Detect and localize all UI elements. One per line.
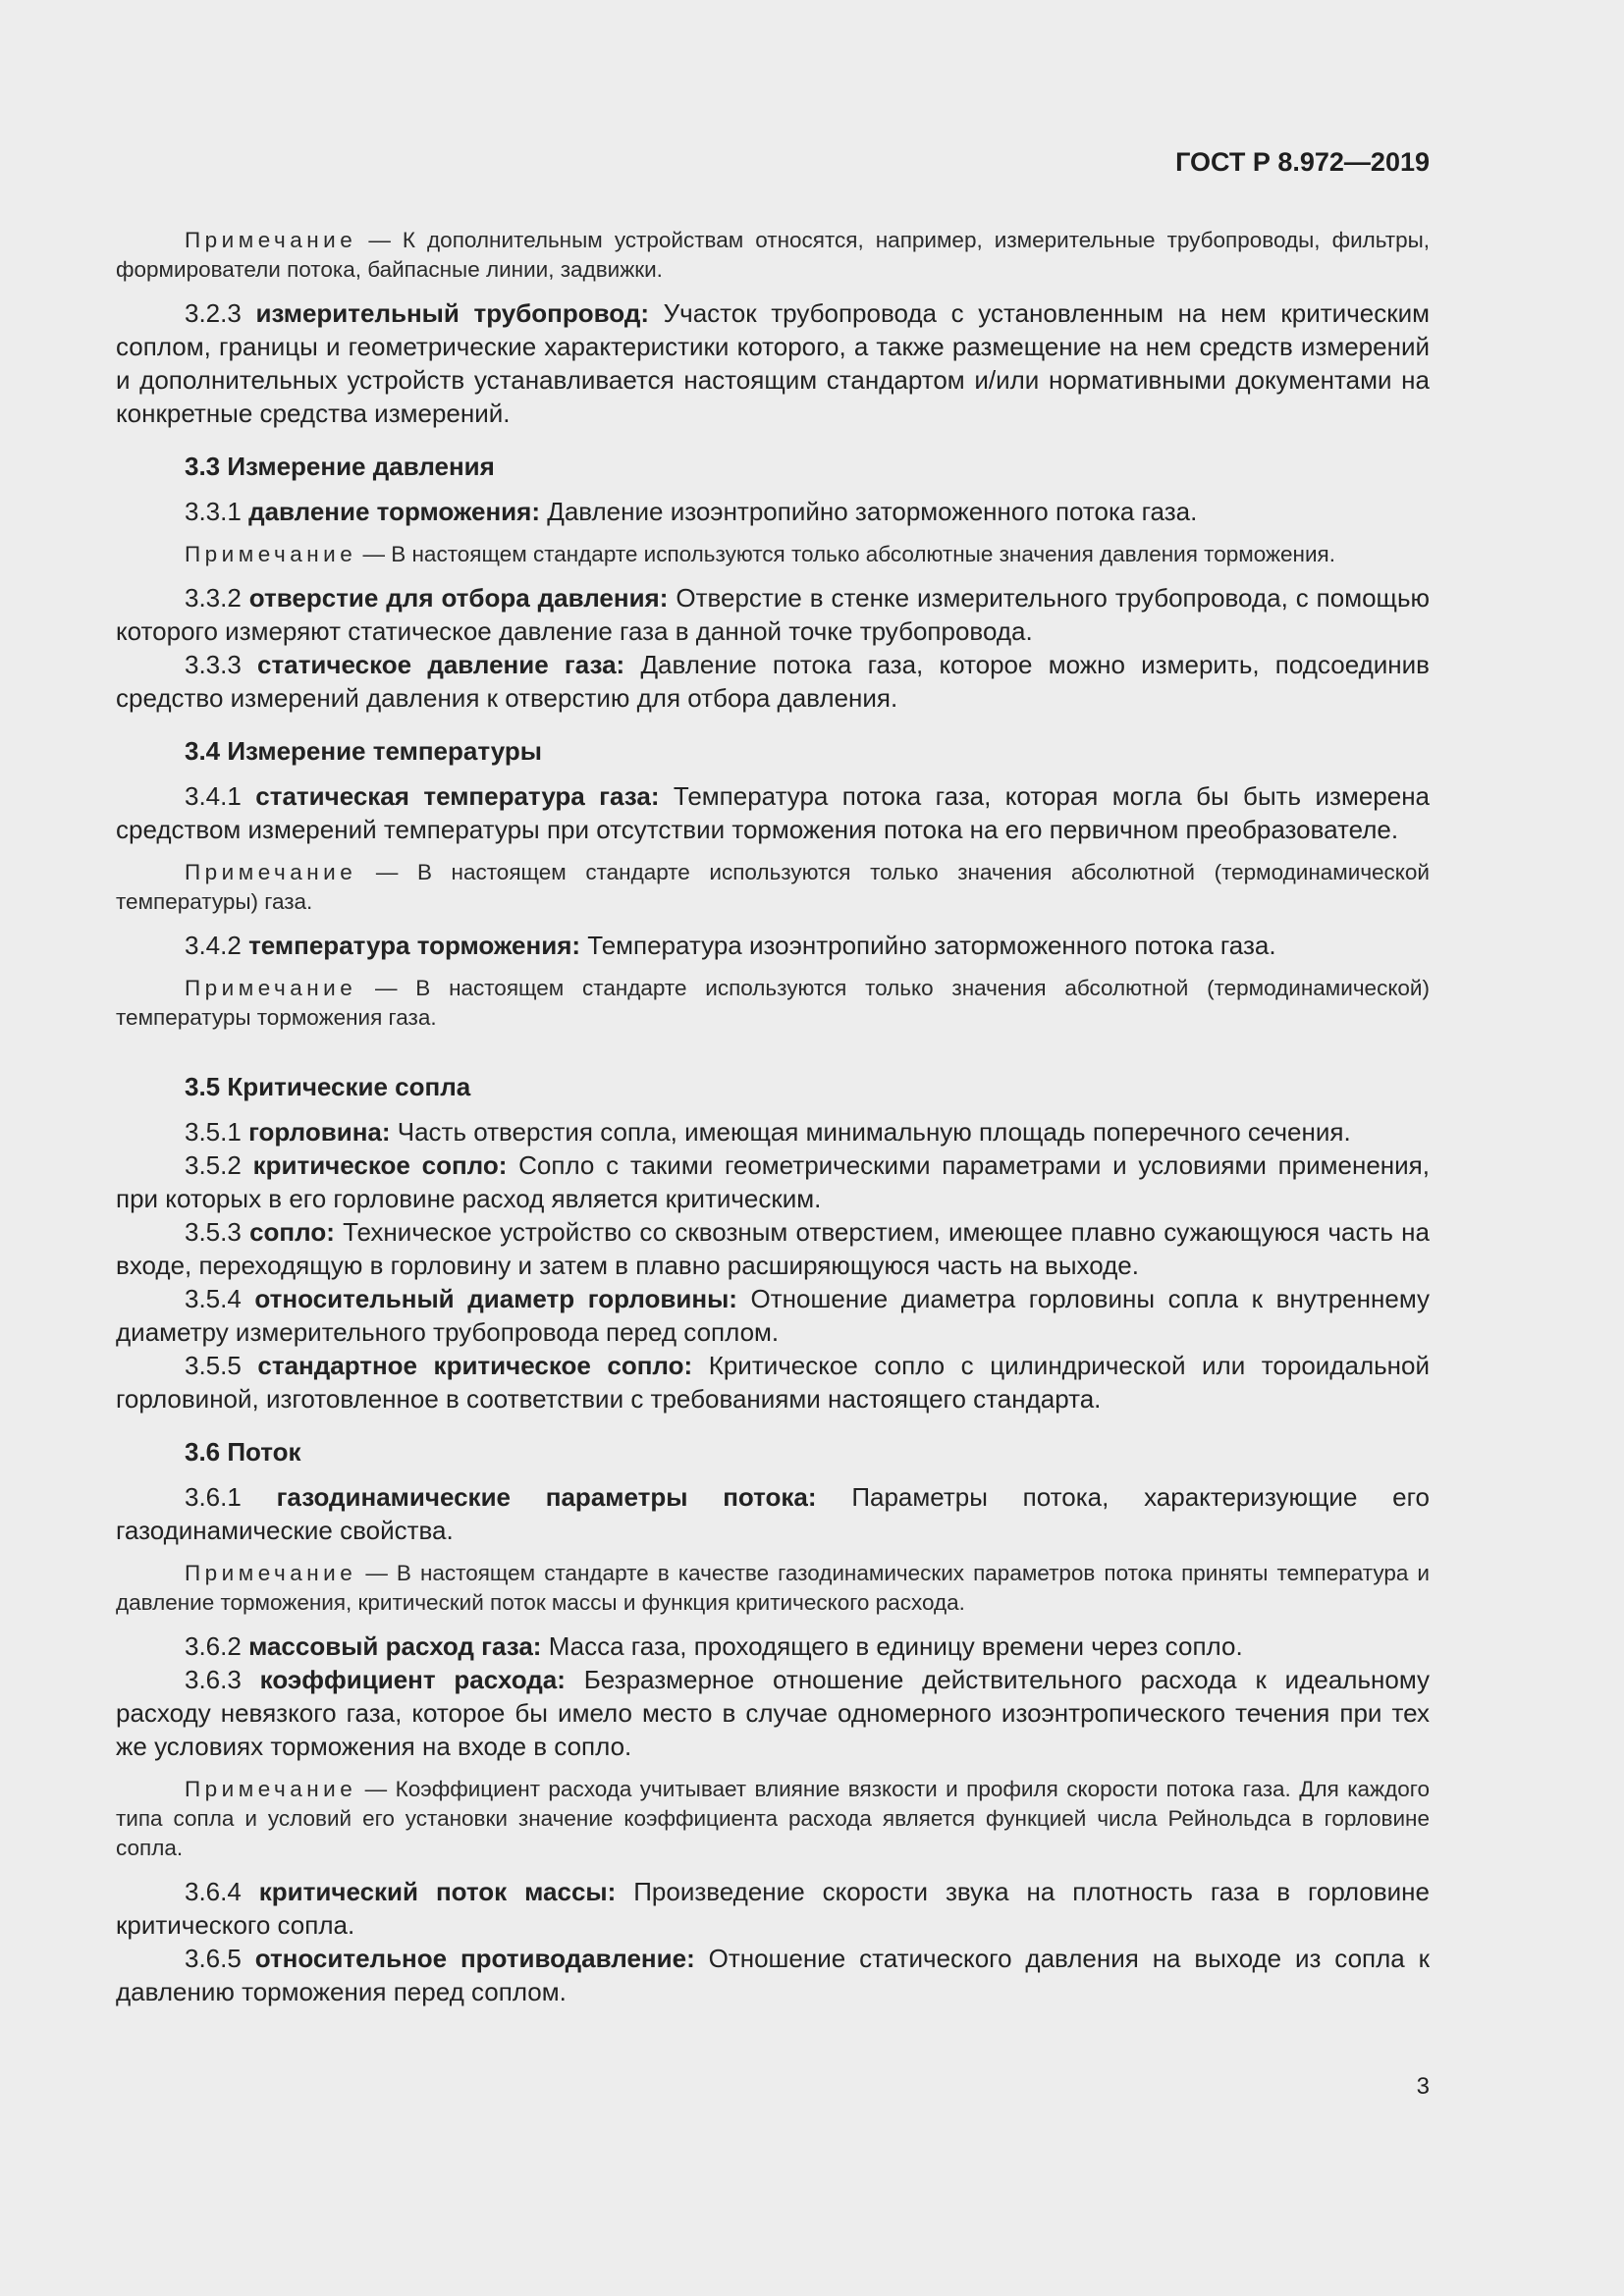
note-text: — В настоящем стандарте используются только абсолютные значения давления торможения.: [362, 542, 1335, 566]
note-devices: [116, 226, 1430, 285]
term: относительное противодавление:: [254, 1944, 695, 1973]
document-header: ГОСТ Р 8.972—2019: [1175, 147, 1430, 177]
note-discharge-coefficient: [116, 1775, 1430, 1863]
note-static-temperature: [116, 858, 1430, 917]
definition-3-6-5: [116, 1942, 1430, 2008]
note-label: Примечание: [185, 860, 357, 884]
definition-3-3-1: [116, 495, 1430, 528]
section-heading-3-4: 3.4 Измерение температуры: [185, 736, 542, 766]
clause-number: 3.6.1: [185, 1482, 242, 1512]
definition-text: Критическое сопло с цилиндрической или тороидальной горловиной, изготовленное в соответствии с требованиями настоящего стандарта.: [116, 1351, 1430, 1414]
definition-3-3-2: [116, 581, 1430, 648]
definition-text: Давление изоэнтропийно заторможенного потока газа.: [547, 497, 1198, 526]
term: температура торможения:: [248, 931, 581, 960]
clause-number: 3.2.3: [185, 298, 242, 328]
definition-3-5-5: [116, 1349, 1430, 1415]
definition-text: Температура изоэнтропийно заторможенного потока газа.: [587, 931, 1276, 960]
clause-number: 3.6.4: [185, 1877, 242, 1906]
definition-text: Отношение статического давления на выходе из сопла к давлению торможения перед соплом.: [116, 1944, 1430, 2006]
clause-number: 3.5.5: [185, 1351, 242, 1380]
definition-3-5-3: [116, 1215, 1430, 1282]
definition-text: Отверстие в стенке измерительного трубопровода, с помощью которого измеряют статическое давление газа в данной точке трубопровода.: [116, 583, 1430, 646]
document-body: [116, 226, 1430, 2008]
clause-number: 3.6.5: [185, 1944, 242, 1973]
section-heading-3-3: 3.3 Измерение давления: [185, 452, 495, 481]
definition-3-6-3: [116, 1663, 1430, 1763]
term: коэффициент расхода:: [259, 1665, 566, 1694]
definition-3-2-3: [116, 296, 1430, 430]
note-label: Примечание: [185, 1777, 357, 1801]
definition-3-6-4: [116, 1875, 1430, 1942]
clause-number: 3.3.1: [185, 497, 242, 526]
term: газодинамические параметры потока:: [276, 1482, 817, 1512]
note-label: Примечание: [185, 542, 357, 566]
term: массовый расход газа:: [248, 1631, 542, 1661]
term: отверстие для отбора давления:: [248, 583, 669, 613]
definition-text: Температура потока газа, которая могла бы быть измерена средством измерений температуры при отсутствии торможения потока на его первичном преобразователе.: [116, 781, 1431, 844]
definition-text: Давление потока газа, которое можно измерить, подсоединив средство измерений давления к отверстию для отбора давления.: [116, 650, 1430, 713]
note-text: — К дополнительным устройствам относятся, например, измерительные трубопроводы, фильтры, формирователи потока, байпасные линии, задвижки.: [116, 228, 1430, 282]
definition-text: Часть отверстия сопла, имеющая минимальную площадь поперечного сечения.: [397, 1117, 1351, 1147]
note-text: — В настоящем стандарте в качестве газодинамических параметров потока приняты температура и давление торможения, критический поток массы и функция критического расхода.: [116, 1561, 1430, 1615]
term: статическое давление газа:: [257, 650, 625, 679]
note-stagnation-temperature: [116, 974, 1430, 1033]
note-label: Примечание: [185, 1561, 357, 1585]
clause-number: 3.5.3: [185, 1217, 242, 1247]
note-label: Примечание: [185, 228, 357, 252]
note-stagnation-pressure: [116, 540, 1430, 569]
clause-number: 3.6.2: [185, 1631, 242, 1661]
definition-text: Участок трубопровода с установленным на нем критическим соплом, границы и геометрические характеристики которого, а также размещение на нем средств измерений и дополнительных устройств устанавливается настоящим стандартом и/или нормативными документами на конкретные средства измерений.: [116, 298, 1430, 428]
section-heading-3-5: 3.5 Критические сопла: [185, 1072, 471, 1101]
clause-number: 3.5.4: [185, 1284, 242, 1313]
term: стандартное критическое сопло:: [257, 1351, 693, 1380]
clause-number: 3.5.2: [185, 1150, 242, 1180]
definition-text: Параметры потока, характеризующие его газодинамические свойства.: [116, 1482, 1430, 1545]
definition-3-5-4: [116, 1282, 1430, 1349]
term: критическое сопло:: [252, 1150, 508, 1180]
term: измерительный трубопровод:: [255, 298, 649, 328]
term: давление торможения:: [248, 497, 540, 526]
clause-number: 3.3.2: [185, 583, 242, 613]
definition-3-5-1: [116, 1115, 1430, 1148]
page-number: 3: [1416, 2073, 1430, 2100]
note-text: — Коэффициент расхода учитывает влияние вязкости и профиля скорости потока газа. Для каждого типа сопла и условий его установки значение коэффициента расхода является функцией числа Рейнольдса в горловине сопла.: [116, 1777, 1430, 1860]
term: статическая температура газа:: [255, 781, 660, 811]
clause-number: 3.4.2: [185, 931, 242, 960]
term: критический поток массы:: [258, 1877, 617, 1906]
term: сопло:: [249, 1217, 335, 1247]
note-text: — В настоящем стандарте используются только значения абсолютной (термодинамической температуры) газа.: [116, 860, 1430, 914]
definition-3-5-2: [116, 1148, 1430, 1215]
note-label: Примечание: [185, 976, 357, 1000]
term: относительный диаметр горловины:: [254, 1284, 737, 1313]
term: горловина:: [248, 1117, 391, 1147]
note-gasdynamic-parameters: [116, 1559, 1430, 1618]
definition-3-6-1: [116, 1480, 1430, 1547]
clause-number: 3.5.1: [185, 1117, 242, 1147]
definition-3-6-2: [116, 1629, 1430, 1663]
definition-text: Сопло с такими геометрическими параметрами и условиями применения, при которых в его горловине расход является критическим.: [116, 1150, 1430, 1213]
clause-number: 3.3.3: [185, 650, 242, 679]
definition-text: Масса газа, проходящего в единицу времени через сопло.: [548, 1631, 1243, 1661]
definition-3-4-2: [116, 929, 1430, 962]
definition-text: Отношение диаметра горловины сопла к внутреннему диаметру измерительного трубопровода перед соплом.: [116, 1284, 1430, 1347]
definition-text: Произведение скорости звука на плотность газа в горловине критического сопла.: [116, 1877, 1430, 1940]
section-heading-3-6: 3.6 Поток: [185, 1437, 301, 1467]
clause-number: 3.6.3: [185, 1665, 242, 1694]
definition-3-4-1: [116, 779, 1430, 846]
definition-3-3-3: [116, 648, 1430, 715]
definition-text: Безразмерное отношение действительного расхода к идеальному расходу невязкого газа, которое бы имело место в случае одномерного изоэнтропического течения при тех же условиях торможения на входе в сопло.: [116, 1665, 1430, 1761]
definition-text: Техническое устройство со сквозным отверстием, имеющее плавно сужающуюся часть на входе, переходящую в горловину и затем в плавно расширяющуюся часть на выходе.: [116, 1217, 1430, 1280]
note-text: — В настоящем стандарте используются только значения абсолютной (термодинамической) температуры торможения газа.: [116, 976, 1430, 1030]
clause-number: 3.4.1: [185, 781, 242, 811]
